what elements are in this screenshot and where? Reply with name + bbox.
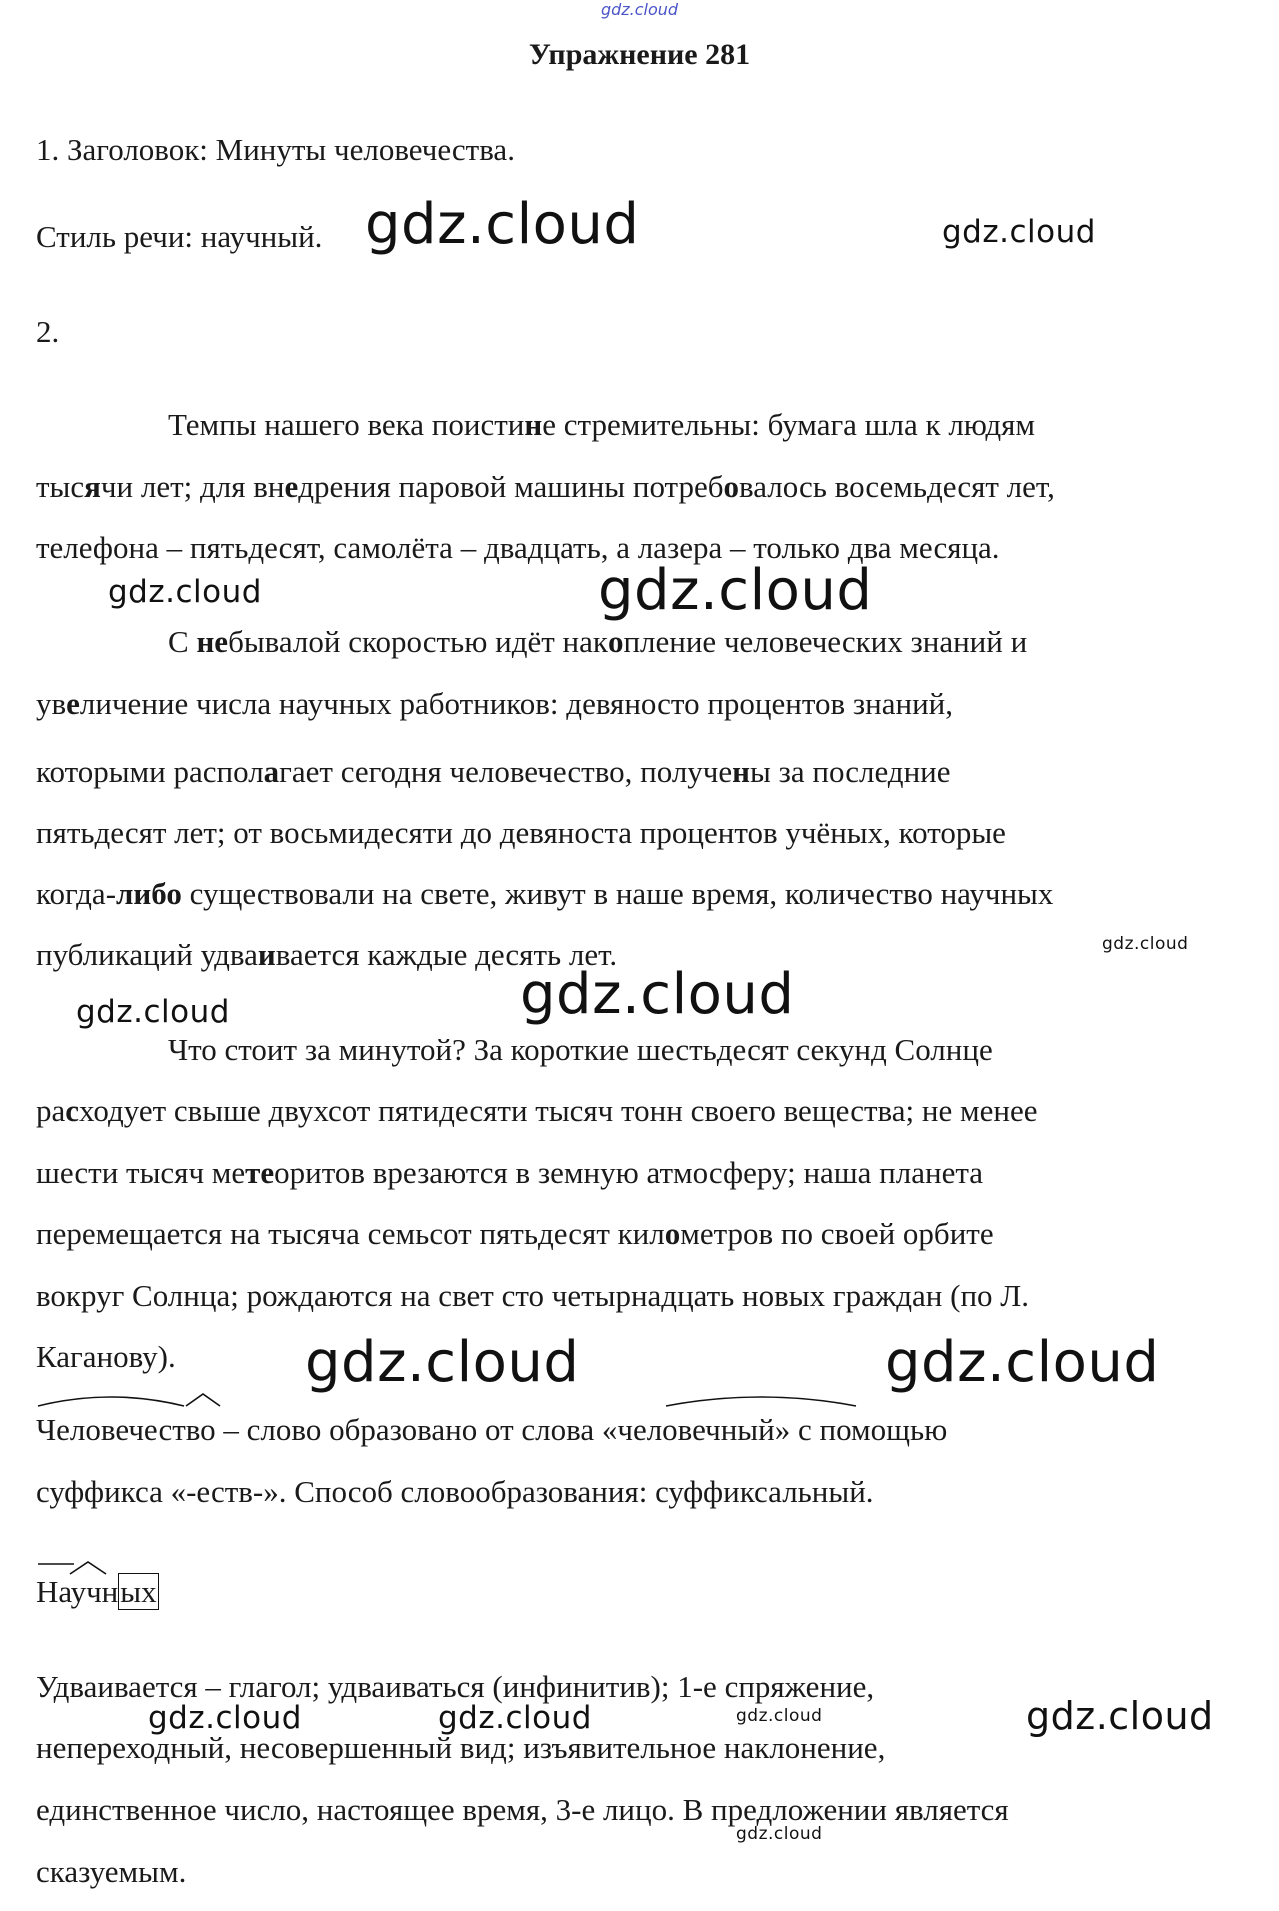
analysis-line: Удваивается – глагол; удваиваться (инфинитив); 1-е спряжение, [36, 1669, 875, 1704]
text-segment: Темпы нашего века поисти [168, 407, 525, 442]
text-line [36, 1337, 176, 1377]
text-line [36, 1214, 994, 1254]
analysis-line: единственное число, настоящее время, 3-е лицо. В предложении является [36, 1792, 1009, 1827]
text-segment: С [168, 624, 197, 659]
word-stem: Научн [36, 1574, 119, 1609]
analysis-line: сказуемым. [36, 1854, 187, 1889]
text-segment: личение числа научных работников: девяносто процентов знаний, [79, 686, 953, 721]
text-segment: Каганову). [36, 1339, 176, 1374]
text-segment: пятьдесят лет; от восьмидесяти до девяноста процентов учёных, которые [36, 815, 1006, 850]
text-segment: оритов врезаются в земную атмосферу; наша планета [274, 1155, 984, 1190]
highlighted-letters: с [65, 1093, 80, 1128]
text-line [36, 874, 1053, 914]
text-segment: ы за последние [750, 754, 951, 789]
watermark: gdz.cloud [365, 192, 640, 257]
text-line [168, 1030, 993, 1070]
text-segment: Что стоит за минутой? За короткие шестьдесят секунд Солнце [168, 1032, 993, 1067]
text-segment: гает сегодня человечество, получе [279, 754, 733, 789]
text-line [36, 813, 1006, 853]
text-segment: шести тысяч ме [36, 1155, 246, 1190]
watermark: gdz.cloud [1102, 934, 1189, 954]
highlighted-letters: либо [116, 876, 182, 911]
text-segment: бывалой скоростью идёт нак [228, 624, 608, 659]
highlighted-letters: н [732, 754, 751, 789]
watermark: gdz.cloud [1026, 1694, 1214, 1738]
heading-line: 1. Заголовок: Минуты человечества. [36, 132, 515, 167]
text-segment: пление человеческих знаний и [623, 624, 1028, 659]
text-segment: е стремительны: бумага шла к людям [542, 407, 1036, 442]
highlighted-letters: о [723, 469, 740, 504]
text-segment: тыс [36, 469, 85, 504]
highlighted-letters: е [284, 469, 299, 504]
text-segment: телефона – пятьдесят, самолёта – двадцать, а лазера – только два месяца. [36, 530, 1000, 565]
text-segment: метров по своей орбите [680, 1216, 994, 1251]
watermark: gdz.cloud [108, 574, 262, 610]
text-segment: существовали на свете, живут в наше время, количество научных [181, 876, 1054, 911]
text-segment: вокруг Солнца; рождаются на свет сто четырнадцать новых граждан (по Л. [36, 1278, 1030, 1313]
watermark: gdz.cloud [76, 994, 230, 1030]
morpheme-word [36, 1572, 159, 1612]
watermark: gdz.cloud [885, 1330, 1160, 1395]
highlighted-letters: е [66, 686, 80, 721]
text-segment: ра [36, 1093, 66, 1128]
text-segment: дрения паровой машины потреб [298, 469, 724, 504]
text-line [36, 684, 953, 724]
text-segment: которыми распол [36, 754, 264, 789]
text-line [168, 405, 1035, 445]
text-segment: вается каждые десять лет. [275, 937, 618, 972]
text-segment: когда- [36, 876, 117, 911]
watermark: gdz.cloud [942, 214, 1096, 250]
text-segment: валось восемьдесят лет, [739, 469, 1055, 504]
text-line [36, 1276, 1029, 1316]
text-segment: чи лет; для вн [100, 469, 285, 504]
highlighted-letters: а [263, 754, 280, 789]
watermark: gdz.cloud [438, 1700, 592, 1736]
highlighted-letters: о [607, 624, 624, 659]
word-ending: ых [120, 1574, 157, 1609]
watermark: gdz.cloud [148, 1700, 302, 1736]
page-title: Упражнение 281 [528, 38, 751, 71]
text-segment: ув [36, 686, 67, 721]
text-segment: публикаций удва [36, 937, 258, 972]
text-line [36, 1153, 983, 1193]
highlighted-letters: не [196, 624, 229, 659]
watermark: gdz.cloud [598, 558, 873, 623]
watermark: gdz.cloud [736, 1706, 823, 1726]
watermark: gdz.cloud [305, 1330, 580, 1395]
section-number: 2. [36, 314, 60, 349]
highlighted-letters: я [84, 469, 101, 504]
highlighted-letters: о [664, 1216, 681, 1251]
text-line [36, 752, 951, 792]
text-line [168, 622, 1027, 662]
word-formation-line-1: Человечество – слово образовано от слова «человечный» с помощью [36, 1412, 948, 1447]
highlighted-letters: те [245, 1155, 275, 1190]
text-line [36, 1091, 1037, 1131]
text-segment: перемещается на тысяча семьсот пятьдесят кил [36, 1216, 665, 1251]
text-segment: ходует свыше двухсот пятидесяти тысяч тонн своего вещества; не менее [79, 1093, 1038, 1128]
analysis-line: непереходный, несовершенный вид; изъявительное наклонение, [36, 1730, 886, 1765]
watermark: gdz.cloud [520, 962, 795, 1027]
highlighted-letters: н [524, 407, 543, 442]
header-watermark: gdz.cloud [600, 0, 679, 19]
word-formation-line-2: суффикса «-еств-». Способ словообразования: суффиксальный. [36, 1474, 874, 1509]
text-line [36, 467, 1055, 507]
watermark: gdz.cloud [736, 1824, 823, 1844]
style-line: Стиль речи: научный. [36, 219, 323, 254]
highlighted-letters: и [257, 937, 276, 972]
